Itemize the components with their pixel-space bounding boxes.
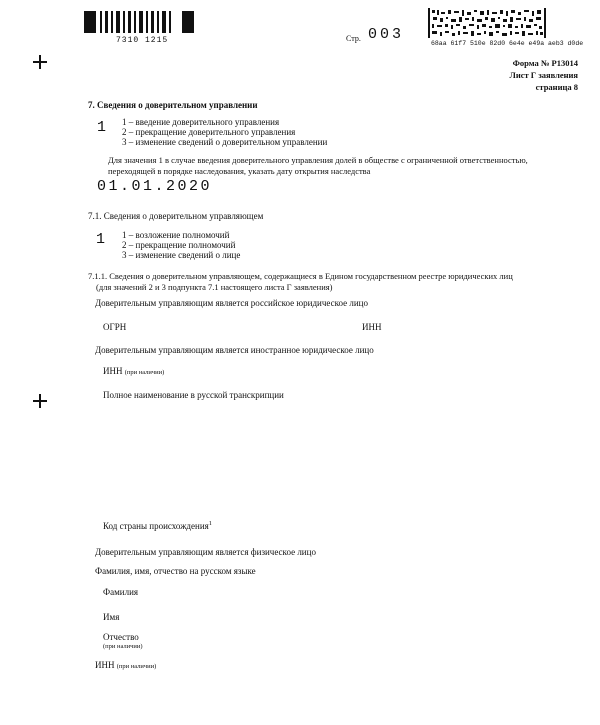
country-code-label	[103, 520, 212, 531]
foreign-inn-label	[103, 366, 164, 376]
section-7-option-1: 1 – введение доверительного управления	[122, 117, 280, 127]
country-code-text: Код страны происхождения	[103, 521, 209, 531]
section-7-option-2: 2 – прекращение доверительного управления	[122, 127, 296, 137]
section-7-1-option-1: 1 – возложение полномочий	[122, 230, 230, 240]
page-within-form: страница 8	[535, 82, 578, 92]
page-label: Стр.	[346, 34, 361, 43]
qr-code	[428, 8, 546, 38]
patronymic-note: (при наличии)	[103, 643, 143, 650]
registration-mark-middle	[33, 394, 47, 408]
form-number: Форма № Р13014	[512, 58, 578, 68]
foreign-entity-label: Доверительным управляющим является иностранное юридическое лицо	[95, 345, 374, 355]
name-label: Имя	[103, 612, 120, 622]
patronymic-label: Отчество	[103, 632, 139, 642]
person-inn-label	[95, 660, 156, 670]
date-instruction-line-1: Для значения 1 в случае введения доверительного управления долей в обществе с ограниченной ответственностью,	[108, 155, 528, 165]
section-7-1-1-title: 7.1.1. Сведения о доверительном управляющем, содержащиеся в Едином государственном реестре юридических лиц	[88, 271, 513, 281]
individual-label: Доверительным управляющим является физическое лицо	[95, 547, 316, 557]
inheritance-date: 01.01.2020	[97, 178, 213, 195]
registration-mark-top	[33, 55, 47, 69]
person-inn-text: ИНН	[95, 660, 115, 670]
section-7-value: 1	[97, 119, 107, 136]
fio-label: Фамилия, имя, отчество на русском языке	[95, 566, 256, 576]
section-7-1-value: 1	[96, 231, 106, 248]
inn-label: ИНН	[362, 322, 382, 332]
russian-entity-label: Доверительным управляющим является российское юридическое лицо	[95, 298, 368, 308]
date-instruction-line-2: переходящей в порядке наследования, указать дату открытия наследства	[108, 166, 371, 176]
footnote-mark: 1	[208, 520, 213, 527]
section-7-1-option-2: 2 – прекращение полномочий	[122, 240, 236, 250]
section-7-option-3: 3 – изменение сведений о доверительном управлении	[122, 137, 328, 147]
sheet-label: Лист Г заявления	[509, 70, 578, 80]
section-7-1-1-subtitle: (для значений 2 и 3 подпункта 7.1 настоящего листа Г заявления)	[96, 282, 333, 292]
section-7-1-option-3: 3 – изменение сведений о лице	[122, 250, 241, 260]
section-7-title: 7. Сведения о доверительном управлении	[88, 100, 258, 110]
full-name-russian-label: Полное наименование в русской транскрипции	[103, 390, 284, 400]
barcode-number: 7310 1215	[116, 36, 169, 45]
section-7-1-title: 7.1. Сведения о доверительном управляющем	[88, 211, 264, 221]
foreign-inn-text: ИНН	[103, 366, 123, 376]
qr-code-text: 68aa 61f7 510e 82d0 6e4e e49a aeb3 d0de	[431, 40, 584, 47]
surname-label: Фамилия	[103, 587, 139, 597]
foreign-inn-note: (при наличии)	[124, 369, 165, 376]
page-number: 003	[368, 26, 405, 43]
barcode	[84, 11, 194, 33]
ogrn-label: ОГРН	[103, 322, 127, 332]
person-inn-note: (при наличии)	[116, 663, 157, 670]
